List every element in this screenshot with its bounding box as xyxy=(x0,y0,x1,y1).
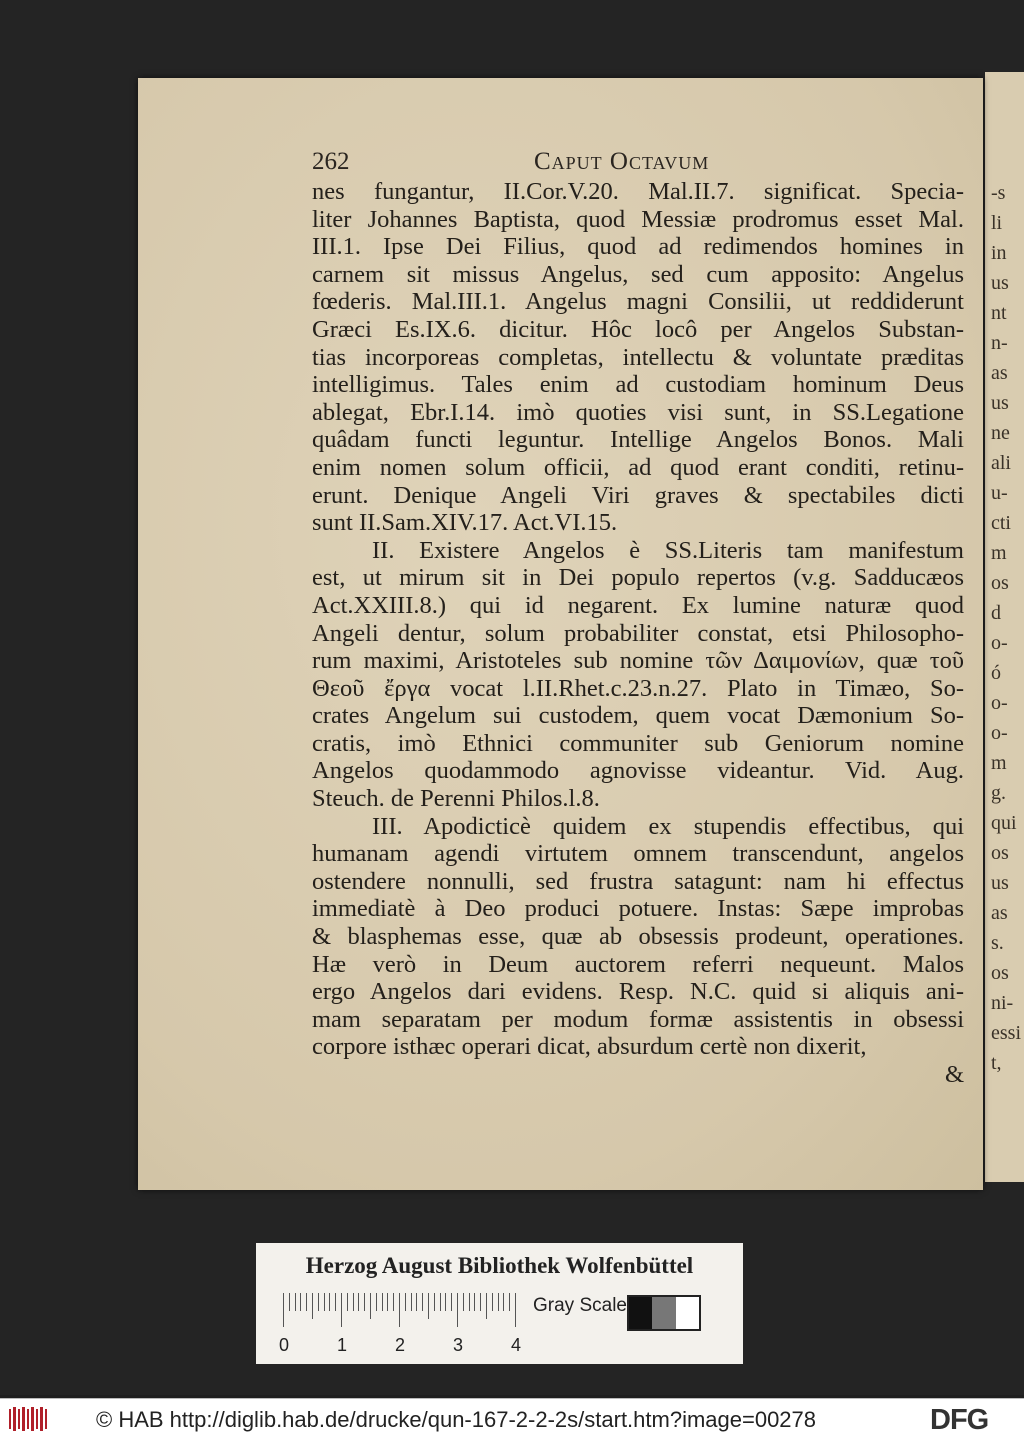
ruler-tick xyxy=(457,1293,458,1327)
ruler-tick xyxy=(306,1293,307,1311)
next-page-fragment: m xyxy=(991,752,1007,774)
ruler-tick xyxy=(428,1293,429,1319)
text-line: & blasphemas esse, quæ ab obsessis prodeunt, operationes. xyxy=(312,923,964,951)
text-line: III.1. Ipse Dei Filius, quod ad redimendos homines in xyxy=(312,233,964,261)
ruler-tick xyxy=(416,1293,417,1311)
next-page-fragment: ni- xyxy=(991,992,1014,1014)
body-text xyxy=(312,178,964,1089)
next-page-fragment: ó xyxy=(991,662,1001,684)
ruler-tick xyxy=(341,1293,342,1327)
text-line: est, ut mirum sit in Dei populo repertos (v.g. Sadducæos xyxy=(312,564,964,592)
next-page-fragment: ali xyxy=(991,452,1011,474)
ruler-tick xyxy=(492,1293,493,1311)
next-page-fragment: u- xyxy=(991,482,1008,504)
gray-scale-swatch xyxy=(627,1295,701,1331)
text-line: ergo Angelos dari evidens. Resp. N.C. quid si aliquis ani- xyxy=(312,978,964,1006)
next-page-fragment: ne xyxy=(991,422,1010,444)
text-line: liter Johannes Baptista, quod Messiæ prodromus esset Mal. xyxy=(312,205,964,233)
text-line: Angelos quodammodo agnovisse videantur. Vid. Aug. xyxy=(312,757,964,785)
barcode-icon xyxy=(8,1405,48,1433)
ruler-number: 0 xyxy=(279,1335,290,1355)
ruler-tick xyxy=(486,1293,487,1319)
ruler-tick xyxy=(445,1293,446,1311)
next-page-fragment: t, xyxy=(991,1052,1002,1074)
ruler-tick xyxy=(451,1293,452,1311)
text-line: Hæ verò in Deum auctorem referri nequeunt. Malos xyxy=(312,950,964,978)
text-line: carnem sit missus Angelus, sed cum apposito: Angelus xyxy=(312,260,964,288)
text-line: III. Apodicticè quidem ex stupendis effectibus, qui xyxy=(372,812,964,840)
ruler-tick xyxy=(503,1293,504,1311)
ruler-tick xyxy=(370,1293,371,1319)
text-line: ablegat, Ebr.I.14. imò quoties visi sunt, in SS.Legatione xyxy=(312,398,964,426)
ruler-tick xyxy=(312,1293,313,1319)
text-line: nes fungantur, II.Cor.V.20. Mal.II.7. significat. Specia- xyxy=(312,178,964,205)
ruler-tick xyxy=(382,1293,383,1311)
ruler-number: 4 xyxy=(511,1335,522,1355)
text-line: cratis, imò Ethnici communiter sub Geniorum nomine xyxy=(312,729,964,757)
ruler-tick xyxy=(509,1293,510,1311)
text-line: ostendere nonnulli, sed frustra satagunt: nam hi effectus xyxy=(312,867,964,895)
text-line: Græci Es.IX.6. dicitur. Hôc locô per Angelos Substan- xyxy=(312,315,964,343)
ruler-number: 2 xyxy=(395,1335,406,1355)
ruler-tick xyxy=(469,1293,470,1311)
text-line: II. Existere Angelos è SS.Literis tam manifestum xyxy=(372,536,964,564)
library-label xyxy=(256,1243,743,1364)
next-page-fragment: o- xyxy=(991,692,1008,714)
ruler-tick xyxy=(515,1293,516,1327)
next-page-fragment: qui xyxy=(991,812,1017,834)
next-page-fragment: in xyxy=(991,242,1007,264)
text-line: & xyxy=(944,1061,964,1088)
next-page-fragment: os xyxy=(991,572,1009,594)
page-number: 262 xyxy=(312,148,350,175)
next-page-fragment: li xyxy=(991,212,1003,234)
gray-scale-label: Gray Scale xyxy=(533,1295,627,1316)
next-page-edge xyxy=(985,72,1024,1182)
next-page-fragment: d xyxy=(991,602,1001,624)
ruler-tick xyxy=(364,1293,365,1311)
text-line: Steuch. de Perenni Philos.l.8. xyxy=(312,785,600,813)
text-line: Act.XXIII.8.) qui id negarent. Ex lumine naturæ quod xyxy=(312,591,964,619)
next-page-fragment: nt xyxy=(991,302,1007,324)
next-page-fragment: o- xyxy=(991,632,1008,654)
scale-ruler xyxy=(283,1293,523,1333)
next-page-fragment: essi xyxy=(991,1022,1021,1044)
next-page-fragment: n- xyxy=(991,332,1008,354)
running-head: Caput Octavum xyxy=(534,148,710,175)
next-page-fragment: us xyxy=(991,272,1009,294)
ruler-tick xyxy=(434,1293,435,1311)
ruler-tick xyxy=(393,1293,394,1311)
text-line: corpore isthæc operari dicat, absurdum certè non dixerit, xyxy=(312,1033,867,1061)
next-page-fragment: os xyxy=(991,962,1009,984)
next-page-fragment: us xyxy=(991,392,1009,414)
ruler-tick xyxy=(283,1293,284,1327)
text-line: sunt II.Sam.XIV.17. Act.VI.15. xyxy=(312,509,618,537)
text-line: intelligimus. Tales enim ad custodiam hominum Deus xyxy=(312,371,964,399)
text-line: fœderis. Mal.III.1. Angelus magni Consilii, ut reddiderunt xyxy=(312,288,964,316)
ruler-tick xyxy=(440,1293,441,1311)
text-line: Angeli dentur, solum probabiliter constat, etsi Philosopho- xyxy=(312,619,964,647)
next-page-fragment: us xyxy=(991,872,1009,894)
ruler-tick xyxy=(347,1293,348,1311)
ruler-tick xyxy=(335,1293,336,1311)
next-page-fragment: m xyxy=(991,542,1007,564)
ruler-tick xyxy=(295,1293,296,1311)
ruler-tick xyxy=(399,1293,400,1327)
next-page-fragment: as xyxy=(991,902,1008,924)
ruler-tick xyxy=(324,1293,325,1311)
ruler-tick xyxy=(387,1293,388,1311)
text-line: enim nomen solum officii, ad quod erant conditi, retinu- xyxy=(312,453,964,481)
text-line: mam separatam per modum formæ assistentis in obsessi xyxy=(312,1005,964,1033)
text-line: humanam agendi virtutem omnem transcendunt, angelos xyxy=(312,840,964,868)
next-page-fragment: cti xyxy=(991,512,1011,534)
next-page-fragment: s. xyxy=(991,932,1004,954)
ruler-tick xyxy=(318,1293,319,1311)
ruler-tick xyxy=(300,1293,301,1311)
ruler-tick xyxy=(405,1293,406,1311)
text-line: immediatè à Deo produci potuere. Instas: Sæpe improbas xyxy=(312,895,964,923)
text-line: crates Angelum sui custodem, quem vocat Dæmonium So- xyxy=(312,702,964,730)
ruler-tick xyxy=(463,1293,464,1311)
next-page-fragment: os xyxy=(991,842,1009,864)
swatch-white xyxy=(676,1297,699,1329)
footer-url-link[interactable]: © HAB http://diglib.hab.de/drucke/qun-167-2-2-2s/start.htm?image=00278 xyxy=(96,1407,817,1432)
dfg-logo: DFG xyxy=(930,1404,989,1436)
next-page-fragment: g. xyxy=(991,782,1006,804)
text-line: quâdam functi leguntur. Intellige Angelos Bonos. Mali xyxy=(312,426,964,454)
text-line: rum maximi, Aristoteles sub nomine τῶν Δαιμονίων, quæ τοῦ xyxy=(312,647,964,675)
page-header xyxy=(312,148,972,180)
ruler-tick xyxy=(376,1293,377,1311)
ruler-number: 3 xyxy=(453,1335,464,1355)
text-line: Θεοῦ ἔργα vocat l.II.Rhet.c.23.n.27. Plato in Timæo, So- xyxy=(312,674,964,702)
ruler-tick xyxy=(498,1293,499,1311)
ruler-tick xyxy=(422,1293,423,1311)
swatch-black xyxy=(629,1297,652,1329)
next-page-fragment: -s xyxy=(991,182,1006,204)
ruler-tick xyxy=(411,1293,412,1311)
ruler-tick xyxy=(289,1293,290,1311)
library-name: Herzog August Bibliothek Wolfenbüttel xyxy=(305,1253,694,1278)
next-page-fragment: o- xyxy=(991,722,1008,744)
ruler-tick xyxy=(480,1293,481,1311)
ruler-tick xyxy=(358,1293,359,1311)
ruler-number: 1 xyxy=(337,1335,348,1355)
footer-bar xyxy=(0,1398,1024,1441)
next-page-fragment: as xyxy=(991,362,1008,384)
text-line: tias incorporeas completas, intellectu & voluntate præditas xyxy=(312,343,964,371)
ruler-tick xyxy=(353,1293,354,1311)
swatch-gray xyxy=(652,1297,675,1329)
text-line: erunt. Denique Angeli Viri graves & spectabiles dicti xyxy=(312,481,964,509)
ruler-tick xyxy=(474,1293,475,1311)
ruler-tick xyxy=(329,1293,330,1311)
